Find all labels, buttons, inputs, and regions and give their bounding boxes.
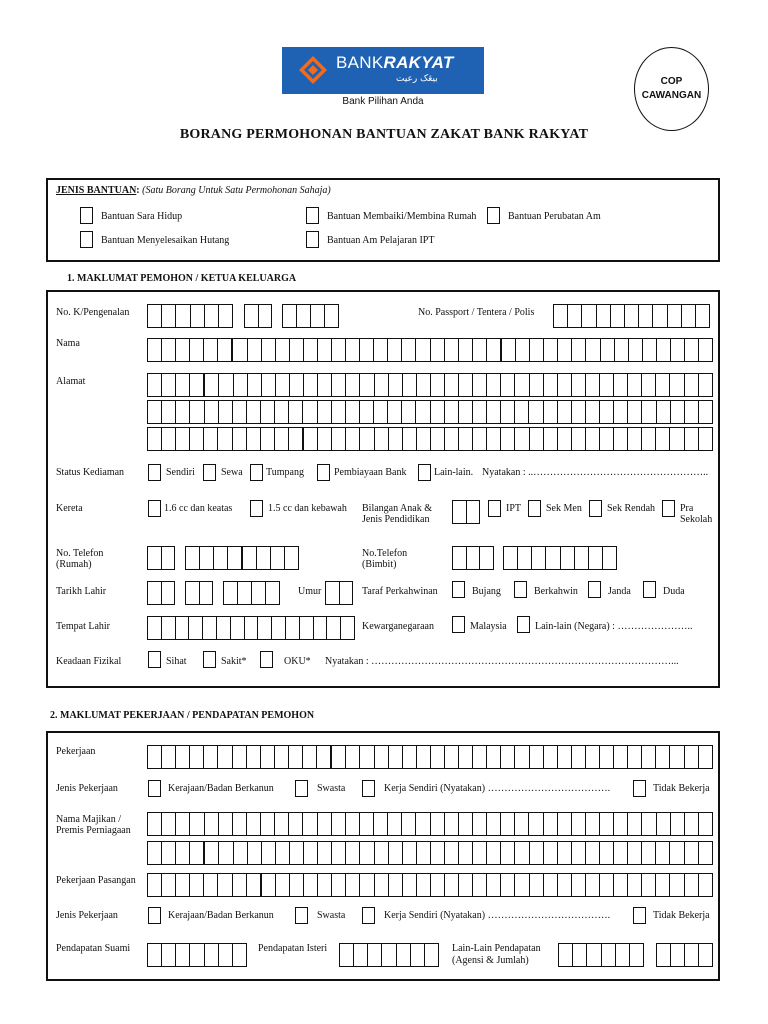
- keadaan-fizikal-label: Keadaan Fizikal: [56, 656, 122, 667]
- telefon-rumah-label-line2: (Rumah): [56, 559, 92, 570]
- jenis-bantuan-heading-line: JENIS BANTUAN: (Satu Borang Untuk Satu Permohonan Sahaja): [56, 185, 331, 196]
- pendapatan-suami-cells[interactable]: [147, 943, 247, 967]
- pasangan-sendiri-checkbox[interactable]: [362, 907, 375, 924]
- warga-malaysia-label: Malaysia: [470, 621, 507, 632]
- fizikal-sihat-checkbox[interactable]: [148, 651, 161, 668]
- kerja-sendiri-nyatakan-line[interactable]: Kerja Sendiri (Nyatakan) ……………………………….: [384, 783, 611, 794]
- nama-cells[interactable]: [147, 338, 713, 362]
- no-kp-part1-cells[interactable]: [147, 304, 233, 328]
- kerja-option-label: Tidak Bekerja: [653, 783, 710, 794]
- kewarganegaraan-label: Kewarganegaraan: [362, 621, 434, 632]
- fizikal-sakit-checkbox[interactable]: [203, 651, 216, 668]
- tempat-lahir-label: Tempat Lahir: [56, 621, 110, 632]
- logo-wordmark: BANKRAKYAT: [336, 53, 454, 72]
- lain-pendapatan-agensi-cells[interactable]: [558, 943, 644, 967]
- fizikal-option-label: Sihat: [166, 656, 187, 667]
- alamat-line2-cells[interactable]: [147, 400, 713, 424]
- telefon-rumah-prefix-cells[interactable]: [147, 546, 175, 570]
- bantuan-perubatan-checkbox[interactable]: [487, 207, 500, 224]
- kereta-option-label: 1.6 cc dan keatas: [164, 503, 233, 514]
- kerja-option-label: Kerajaan/Badan Berkanun: [168, 910, 274, 921]
- umur-label: Umur: [298, 586, 322, 597]
- kediaman-option-label: Sewa: [221, 467, 243, 478]
- majikan-line2-cells[interactable]: [147, 841, 713, 865]
- tarikh-lahir-year-cells[interactable]: [223, 581, 280, 605]
- majikan-label-line2: Premis Perniagaan: [56, 825, 131, 836]
- tarikh-lahir-month-cells[interactable]: [185, 581, 213, 605]
- umur-cells[interactable]: [325, 581, 353, 605]
- kediaman-option-label: Sendiri: [166, 467, 195, 478]
- telefon-bimbit-label-line2: (Bimbit): [362, 559, 397, 570]
- tempat-lahir-cells[interactable]: [147, 616, 355, 640]
- alamat-line1-cells[interactable]: [147, 373, 713, 397]
- pendidikan-sekrendah-checkbox[interactable]: [589, 500, 602, 517]
- pendapatan-isteri-label: Pendapatan Isteri: [258, 943, 328, 954]
- branch-stamp-circle: COP CAWANGAN: [634, 47, 709, 131]
- pendapatan-suami-label: Pendapatan Suami: [56, 943, 131, 954]
- bantuan-option-label: Bantuan Perubatan Am: [508, 211, 601, 222]
- telefon-rumah-label-line1: No. Telefon: [56, 548, 104, 559]
- warga-malaysia-checkbox[interactable]: [452, 616, 465, 633]
- bilangan-anak-label-line2: Jenis Pendidikan: [362, 514, 430, 525]
- pasangan-kerajaan-checkbox[interactable]: [148, 907, 161, 924]
- kerja-tidak-bekerja-checkbox[interactable]: [633, 780, 646, 797]
- pekerjaan-pasangan-label: Pekerjaan Pasangan: [56, 875, 136, 886]
- kahwin-janda-checkbox[interactable]: [588, 581, 601, 598]
- bilangan-anak-label-line1: Bilangan Anak &: [362, 503, 432, 514]
- pra-sekolah-label-line1: Pra: [680, 503, 694, 514]
- bantuan-hutang-checkbox[interactable]: [80, 231, 93, 248]
- pendidikan-ipt-checkbox[interactable]: [488, 500, 501, 517]
- lain-pendapatan-jumlah-cells[interactable]: [656, 943, 713, 967]
- lain-pendapatan-label-line2: (Agensi & Jumlah): [452, 955, 529, 966]
- form-title: BORANG PERMOHONAN BANTUAN ZAKAT BANK RAKYAT: [179, 127, 589, 142]
- pendidikan-option-label: Sek Rendah: [607, 503, 656, 514]
- bilangan-anak-cells[interactable]: [452, 500, 480, 524]
- pekerjaan-label: Pekerjaan: [56, 746, 96, 757]
- no-passport-cells[interactable]: [553, 304, 710, 328]
- warga-lain-checkbox[interactable]: [517, 616, 530, 633]
- pekerjaan-cells[interactable]: [147, 745, 713, 769]
- perkahwinan-option-label: Duda: [663, 586, 685, 597]
- kereta-16cc-checkbox[interactable]: [148, 500, 161, 517]
- fizikal-oku-checkbox[interactable]: [260, 651, 273, 668]
- nama-label: Nama: [56, 338, 80, 349]
- no-kp-part3-cells[interactable]: [282, 304, 339, 328]
- pendidikan-option-label: Sek Men: [546, 503, 582, 514]
- fizikal-nyatakan-line[interactable]: Nyatakan : ………………………………………………………………………………...: [325, 656, 679, 667]
- fizikal-option-label: OKU*: [284, 656, 311, 667]
- no-kp-label: No. K/Pengenalan: [56, 307, 130, 318]
- section-2-title: 2. MAKLUMAT PEKERJAAN / PENDAPATAN PEMOHON: [50, 710, 315, 721]
- kahwin-duda-checkbox[interactable]: [643, 581, 656, 598]
- tarikh-lahir-day-cells[interactable]: [147, 581, 175, 605]
- kerja-sendiri-checkbox[interactable]: [362, 780, 375, 797]
- perkahwinan-option-label: Berkahwin: [534, 586, 578, 597]
- kerja-option-label: Swasta: [317, 783, 346, 794]
- no-passport-label: No. Passport / Tentera / Polis: [418, 307, 535, 318]
- kediaman-sewa-checkbox[interactable]: [203, 464, 216, 481]
- bantuan-sara-hidup-checkbox[interactable]: [80, 207, 93, 224]
- perkahwinan-option-label: Janda: [608, 586, 631, 597]
- jenis-pekerjaan-pasangan-label: Jenis Pekerjaan: [56, 910, 118, 921]
- telefon-bimbit-prefix-cells[interactable]: [452, 546, 494, 570]
- kediaman-lain-checkbox[interactable]: [418, 464, 431, 481]
- majikan-label-line1: Nama Majikan /: [56, 814, 121, 825]
- telefon-rumah-number-cells[interactable]: [185, 546, 299, 570]
- bantuan-rumah-checkbox[interactable]: [306, 207, 319, 224]
- pekerjaan-pasangan-cells[interactable]: [147, 873, 713, 897]
- kediaman-option-label: Pembiayaan Bank: [334, 467, 407, 478]
- pendidikan-option-label: IPT: [506, 503, 521, 514]
- majikan-line1-cells[interactable]: [147, 812, 713, 836]
- bantuan-option-label: Bantuan Am Pelajaran IPT: [327, 235, 435, 246]
- telefon-bimbit-number-cells[interactable]: [503, 546, 617, 570]
- kediaman-tumpang-checkbox[interactable]: [250, 464, 263, 481]
- kerja-swasta-checkbox[interactable]: [295, 780, 308, 797]
- telefon-bimbit-label-line1: No.Telefon: [362, 548, 408, 559]
- kediaman-pembiayaan-checkbox[interactable]: [317, 464, 330, 481]
- kahwin-berkahwin-checkbox[interactable]: [514, 581, 527, 598]
- logo-jawi-text: بيڠک رعيت: [396, 74, 438, 84]
- lain-pendapatan-label-line1: Lain-Lain Pendapatan: [452, 943, 541, 954]
- pendidikan-prasekolah-checkbox[interactable]: [662, 500, 675, 517]
- kediaman-option-label: Tumpang: [266, 467, 304, 478]
- kerja-option-label: Tidak Bekerja: [653, 910, 710, 921]
- kereta-label: Kereta: [56, 503, 83, 514]
- kediaman-sendiri-checkbox[interactable]: [148, 464, 161, 481]
- bantuan-option-label: Bantuan Menyelesaikan Hutang: [101, 235, 230, 246]
- pasangan-sendiri-nyatakan-line[interactable]: Kerja Sendiri (Nyatakan) ……………………………….: [384, 910, 611, 921]
- perkahwinan-option-label: Bujang: [472, 586, 501, 597]
- bantuan-option-label: Bantuan Sara Hidup: [101, 211, 183, 222]
- pra-sekolah-label-line2: Sekolah: [680, 514, 713, 525]
- bank-tagline: Bank Pilihan Anda: [342, 96, 424, 107]
- bantuan-option-label: Bantuan Membaiki/Membina Rumah: [327, 211, 477, 222]
- pendidikan-sekmen-checkbox[interactable]: [528, 500, 541, 517]
- alamat-label: Alamat: [56, 376, 86, 387]
- kereta-option-label: 1.5 cc dan kebawah: [268, 503, 347, 514]
- bank-rakyat-emblem-icon: [298, 55, 328, 85]
- kediaman-option-label: Lain-lain.: [434, 467, 474, 478]
- kediaman-nyatakan-line[interactable]: Nyatakan : ..……………………………………………..: [482, 467, 709, 478]
- bantuan-pelajaran-checkbox[interactable]: [306, 231, 319, 248]
- pasangan-swasta-checkbox[interactable]: [295, 907, 308, 924]
- bank-rakyat-logo: [282, 47, 484, 94]
- kereta-15cc-checkbox[interactable]: [250, 500, 263, 517]
- kerja-kerajaan-checkbox[interactable]: [148, 780, 161, 797]
- kerja-option-label: Kerajaan/Badan Berkanun: [168, 783, 274, 794]
- alamat-line3-cells[interactable]: [147, 427, 713, 451]
- fizikal-option-label: Sakit*: [221, 656, 247, 667]
- status-kediaman-label: Status Kediaman: [56, 467, 125, 478]
- jenis-pekerjaan-label: Jenis Pekerjaan: [56, 783, 118, 794]
- warga-lain-line[interactable]: Lain-lain (Negara) : …………………..: [535, 621, 693, 632]
- kerja-option-label: Swasta: [317, 910, 346, 921]
- pasangan-tidak-bekerja-checkbox[interactable]: [633, 907, 646, 924]
- section-1-title: 1. MAKLUMAT PEMOHON / KETUA KELUARGA: [67, 273, 297, 284]
- tarikh-lahir-label: Tarikh Lahir: [56, 586, 107, 597]
- taraf-perkahwinan-label: Taraf Perkahwinan: [362, 586, 438, 597]
- no-kp-part2-cells[interactable]: [244, 304, 272, 328]
- kahwin-bujang-checkbox[interactable]: [452, 581, 465, 598]
- pendapatan-isteri-cells[interactable]: [339, 943, 439, 967]
